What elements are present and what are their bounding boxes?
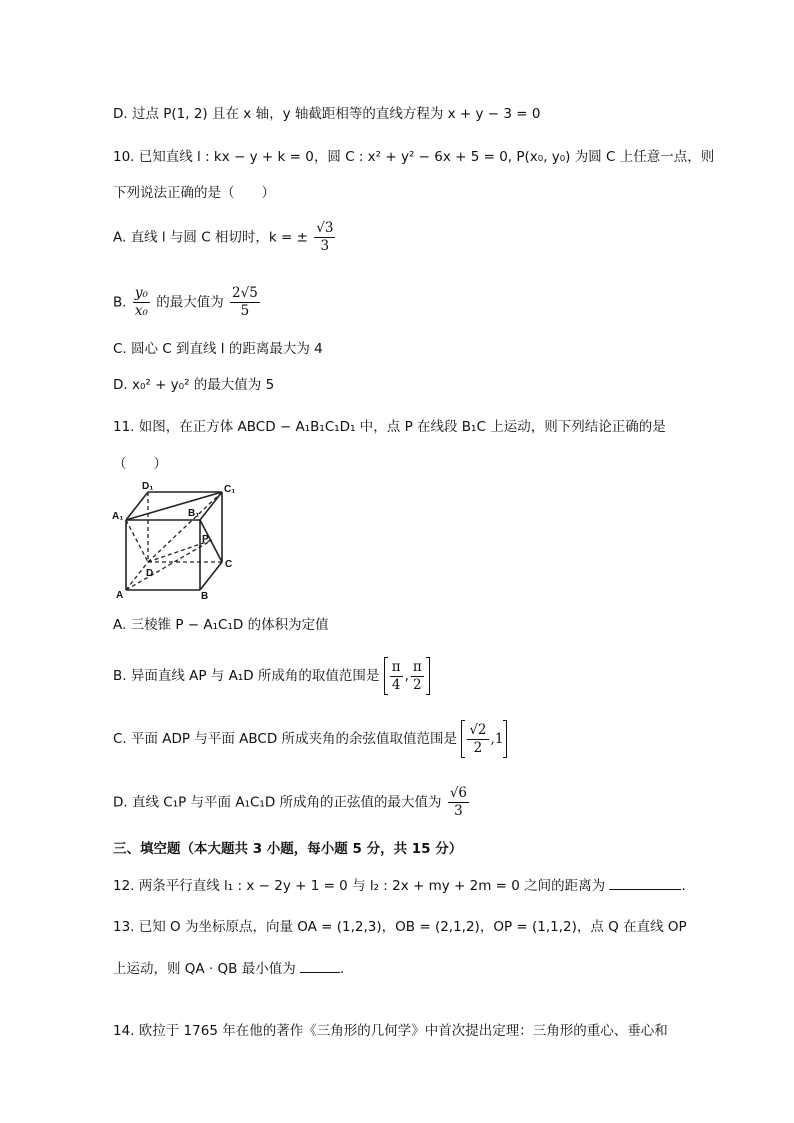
numerator: 2√5 (232, 285, 258, 301)
option-10a-text: A. 直线 l 与圆 C 相切时，k = ± (113, 229, 308, 246)
question-10-line1: 10. 已知直线 l : kx − y + k = 0，圆 C : x² + y² − 6x + 5 = 0, P(x₀, y₀) 为圆 C 上任意一点，则 (113, 149, 715, 165)
fraction (390, 659, 403, 694)
numerator: √2 (469, 721, 487, 738)
option-10d: D. x₀² + y₀² 的最大值为 5 (113, 377, 275, 393)
option-11d-text: D. 直线 C₁P 与平面 A₁C₁D 所成角的正弦值的最大值为 (113, 794, 442, 811)
edge (200, 492, 222, 520)
question-11-line2: （ ） (113, 456, 167, 472)
denominator: 4 (391, 676, 401, 693)
fraction (411, 659, 424, 694)
option-10b-prefix: B. (113, 294, 127, 311)
numerator: π (391, 658, 401, 675)
label-d: D (146, 568, 154, 579)
denominator: 2 (413, 676, 422, 693)
option-11b (113, 657, 430, 695)
denominator: 2 (473, 739, 483, 756)
label-a: A (116, 590, 124, 601)
option-10a (113, 220, 337, 255)
question-13-line1: 13. 已知 O 为坐标原点，向量 OA = (1,2,3)，OB = (2,1,2)，OP = (1,1,2)，点 Q 在直线 OP (113, 919, 687, 935)
period: . (340, 961, 345, 977)
answer-blank[interactable] (300, 958, 340, 973)
fraction (448, 785, 469, 820)
question-14: 14. 欧拉于 1765 年在他的著作《三角形的几何学》中首次提出定理：三角形的重心、垂心和 (113, 1023, 668, 1039)
fraction (467, 722, 488, 757)
fraction (230, 285, 260, 320)
hidden-edge (126, 562, 148, 590)
numerator: √6 (449, 785, 468, 801)
interval-bracket (461, 720, 507, 758)
question-12-text: 12. 两条平行直线 l₁ : x − 2y + 1 = 0 与 l₂ : 2x + my + 2m = 0 之间的距离为 (113, 878, 606, 894)
option-10c: C. 圆心 C 到直线 l 的距离最大为 4 (113, 341, 323, 357)
option-9d: D. 过点 P(1, 2) 且在 x 轴，y 轴截距相等的直线方程为 x + y − 3 = 0 (113, 106, 541, 122)
option-11c (113, 720, 507, 758)
label-p: P (202, 534, 209, 545)
option-10b-mid: 的最大值为 (156, 294, 224, 311)
fraction (314, 220, 335, 255)
numerator: y₀ (134, 285, 148, 301)
period: . (681, 878, 686, 894)
label-d1: D₁ (142, 481, 154, 492)
label-a1: A₁ (112, 511, 124, 522)
label-c1: C₁ (224, 484, 236, 495)
fraction-y-over-x (133, 285, 150, 320)
question-13-text: 上运动，则 QA · QB 最小值为 (113, 961, 296, 977)
option-11a: A. 三棱锥 P − A₁C₁D 的体积为定值 (113, 617, 329, 633)
option-11b-text: B. 异面直线 AP 与 A₁D 所成角的取值范围是 (113, 668, 380, 684)
edge (126, 492, 148, 520)
edge (200, 562, 222, 590)
option-11c-text: C. 平面 ADP 与平面 ABCD 所成夹角的余弦值取值范围是 (113, 731, 458, 747)
question-13-line2 (113, 958, 344, 979)
question-10-line2: 下列说法正确的是（ ） (113, 185, 275, 201)
numerator: √3 (316, 220, 334, 236)
section-3-heading: 三、填空题（本大题共 3 小题，每小题 5 分，共 15 分） (113, 841, 463, 857)
interval-upper: ,1 (490, 731, 504, 747)
question-12 (113, 875, 686, 896)
label-b1: B₁ (188, 508, 200, 519)
denominator: 3 (454, 803, 463, 819)
denominator: x₀ (134, 303, 148, 319)
hidden-edge (126, 520, 148, 562)
question-11-line1: 11. 如图，在正方体 ABCD − A₁B₁C₁D₁ 中，点 P 在线段 B₁C 上运动，则下列结论正确的是 (113, 419, 666, 435)
option-10b (113, 285, 262, 320)
denominator: 5 (240, 303, 250, 319)
answer-blank[interactable] (609, 875, 681, 890)
interval-bracket: $\frac{\pi}{4}$ , $\frac{\pi}{2}$ (384, 657, 430, 695)
hidden-edge (126, 540, 212, 590)
label-c: C (225, 559, 233, 570)
cube-figure (108, 478, 248, 603)
label-b: B (201, 591, 209, 602)
denominator: 3 (320, 238, 330, 254)
option-11d (113, 785, 471, 820)
numerator: π (412, 658, 422, 675)
edge (126, 492, 222, 520)
